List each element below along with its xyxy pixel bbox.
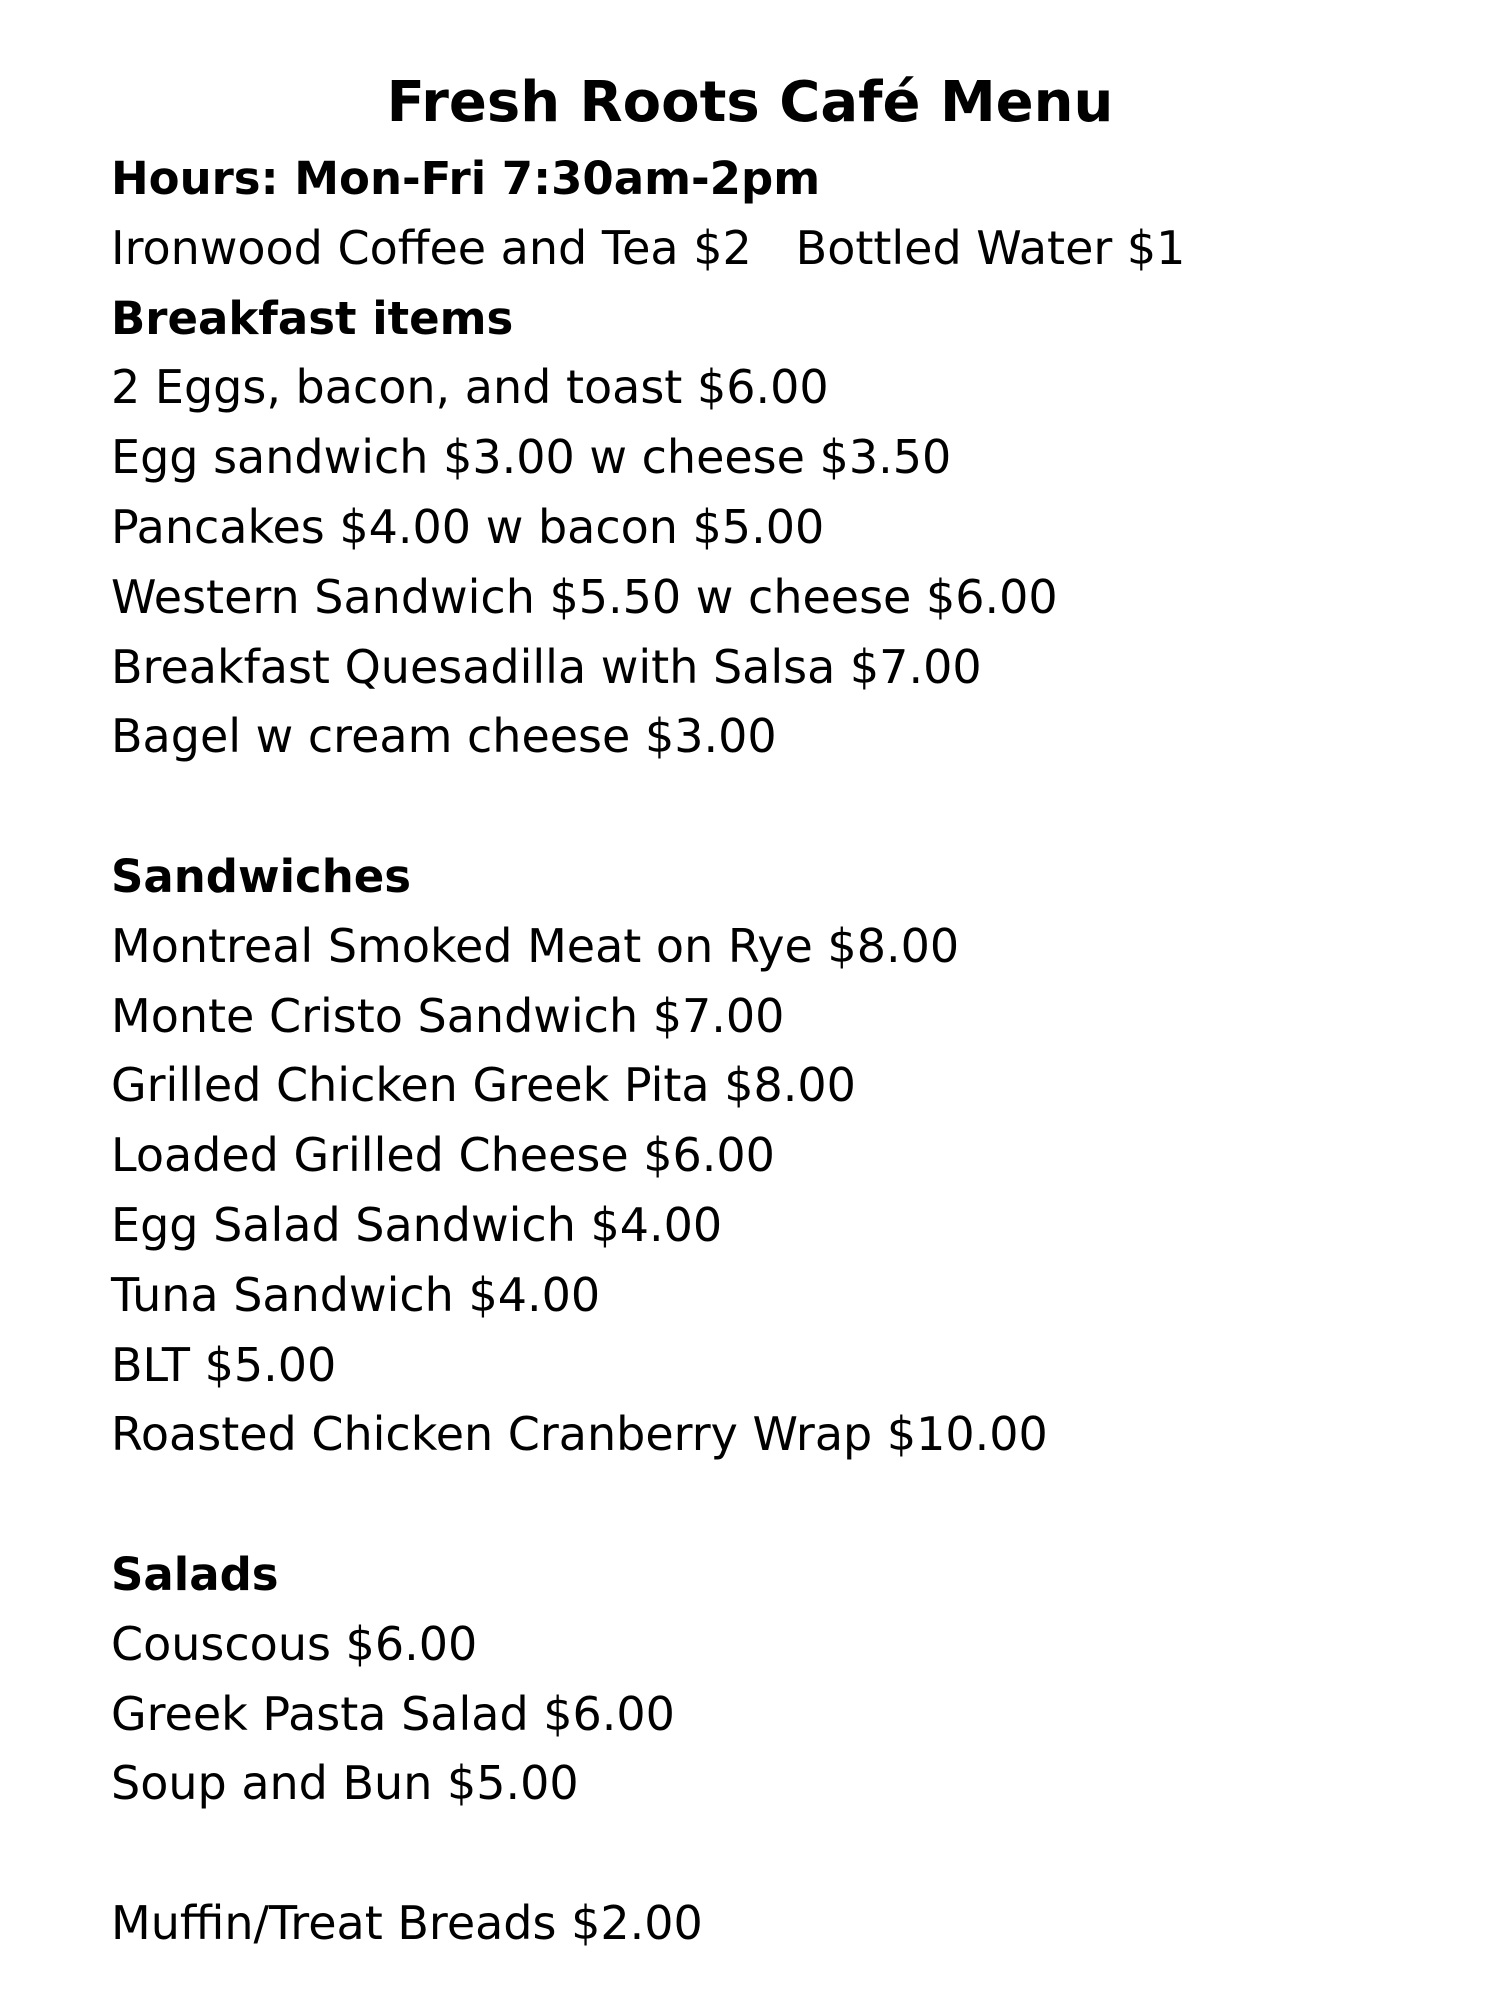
menu-item: Bagel w cream cheese $3.00: [111, 709, 777, 764]
menu-item: Breakfast Quesadilla with Salsa $7.00: [111, 639, 982, 694]
menu-item: Loaded Grilled Cheese $6.00: [111, 1128, 775, 1183]
menu-item: BLT $5.00: [111, 1337, 337, 1392]
drinks-line: Ironwood Coffee and Tea $2 Bottled Water $1: [111, 220, 1186, 275]
menu-item: Greek Pasta Salad $6.00: [111, 1686, 675, 1741]
hours-line: Hours: Mon-Fri 7:30am-2pm: [111, 152, 821, 205]
sandwiches-heading: Sandwiches: [111, 849, 412, 903]
breakfast-heading: Breakfast items: [111, 291, 514, 345]
menu-item: Montreal Smoked Meat on Rye $8.00: [111, 918, 960, 973]
menu-item: Roasted Chicken Cranberry Wrap $10.00: [111, 1407, 1048, 1462]
menu-item: Monte Cristo Sandwich $7.00: [111, 988, 785, 1043]
section-spacer: [111, 1470, 1451, 1540]
menu-item: Pancakes $4.00 w bacon $5.00: [111, 499, 825, 554]
menu-content: [111, 144, 1451, 1959]
menu-title: Fresh Roots Café Menu: [386, 70, 1114, 135]
menu-item: Soup and Bun $5.00: [111, 1756, 579, 1811]
menu-item: Couscous $6.00: [111, 1616, 478, 1671]
menu-item: Tuna Sandwich $4.00: [111, 1267, 601, 1322]
salads-heading: Salads: [111, 1547, 279, 1601]
menu-item: Western Sandwich $5.50 w cheese $6.00: [111, 569, 1058, 624]
section-spacer: [111, 772, 1451, 842]
menu-item: Egg Salad Sandwich $4.00: [111, 1197, 723, 1252]
menu-item: Egg sandwich $3.00 w cheese $3.50: [111, 430, 952, 485]
section-spacer: [111, 1819, 1451, 1889]
menu-item: Grilled Chicken Greek Pita $8.00: [111, 1058, 856, 1113]
menu-item-muffin: Muffin/Treat Breads $2.00: [111, 1895, 703, 1950]
menu-item: 2 Eggs, bacon, and toast $6.00: [111, 360, 829, 415]
